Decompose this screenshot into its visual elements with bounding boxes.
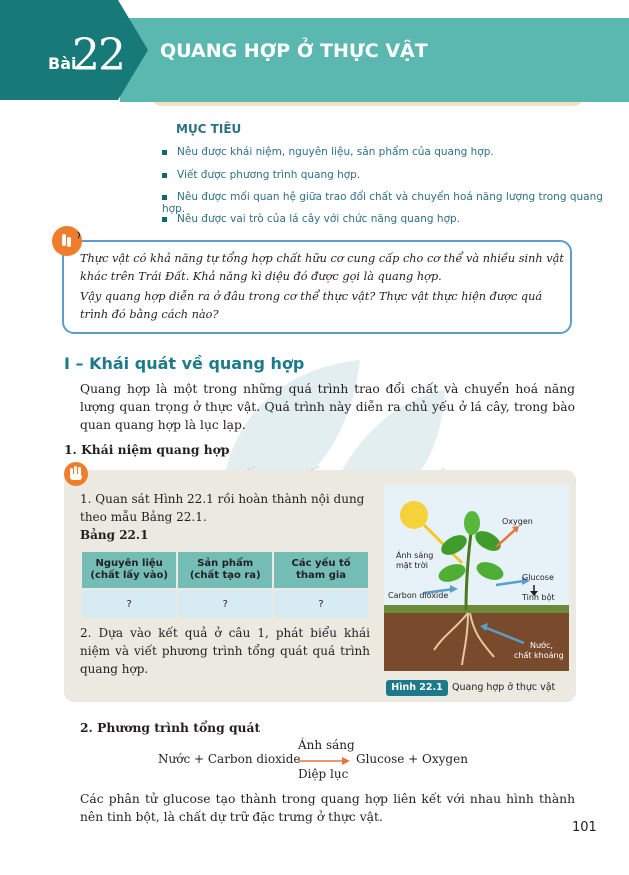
intro-paragraph: Thực vật có khả năng tự tổng hợp chất hữu cơ cung cấp cho cơ thể và nhiều sinh vật khác trên Trái Đất. Khả năng kì diệu đó được gọi là quang hợp. bbox=[80, 252, 564, 283]
section-heading: I – Khái quát về quang hợp bbox=[64, 354, 305, 373]
bullet-icon bbox=[162, 217, 167, 222]
photosynthesis-figure bbox=[384, 485, 569, 671]
objective-item: Nêu được mối quan hệ giữa trao đổi chất và chuyển hoá năng lượng trong quang hợp. bbox=[162, 191, 603, 215]
table-header-cell: Nguyên liệu (chất lấy vào) bbox=[82, 552, 176, 588]
label-water-2: chất khoáng bbox=[514, 651, 564, 660]
subsection-heading: 2. Phương trình tổng quát bbox=[80, 720, 261, 735]
table-header-cell: Các yếu tố tham gia bbox=[274, 552, 368, 588]
objective-item: Viết được phương trình quang hợp. bbox=[162, 169, 360, 181]
data-table bbox=[80, 550, 370, 620]
page-title: QUANG HỢP Ở THỰC VẬT bbox=[160, 40, 428, 62]
lesson-label: Bài bbox=[48, 54, 77, 73]
equation-condition-bottom: Diệp lục bbox=[298, 767, 349, 781]
table-cell: ? bbox=[178, 590, 272, 618]
label-sunlight-1: Ánh sáng bbox=[396, 551, 434, 560]
label-glucose: Glucose bbox=[522, 573, 554, 582]
equation-condition-top: Ánh sáng bbox=[298, 738, 355, 752]
page-number: 101 bbox=[572, 820, 597, 835]
speaking-hand-icon bbox=[52, 226, 82, 256]
label-water-1: Nước, bbox=[530, 641, 553, 650]
equation-reactants: Nước + Carbon dioxide bbox=[158, 752, 301, 766]
intro-text bbox=[80, 250, 568, 326]
label-sunlight-2: mặt trời bbox=[396, 561, 428, 570]
objectives-title: MỤC TIÊU bbox=[176, 122, 242, 136]
intro-paragraph: Vậy quang hợp diễn ra ở đâu trong cơ thể thực vật? Thực vật thực hiện được quá trình đó bằng cách nào? bbox=[80, 290, 543, 321]
closing-paragraph: Các phân tử glucose tạo thành trong quang hợp liên kết với nhau hình thành nên tinh bột, là chất dự trữ đặc trưng ở thực vật. bbox=[80, 792, 575, 824]
equation-arrow-icon bbox=[298, 757, 350, 765]
figure-caption: Quang hợp ở thực vật bbox=[452, 682, 556, 693]
hand-icon bbox=[64, 462, 88, 486]
table-title: Bảng 22.1 bbox=[80, 528, 149, 542]
question-2: 2. Dựa vào kết quả ở câu 1, phát biểu khái niệm và viết phương trình tổng quát quá trình quang hợp. bbox=[80, 626, 370, 676]
equation-products: Glucose + Oxygen bbox=[356, 752, 468, 766]
section-body: Quang hợp là một trong những quá trình trao đổi chất và chuyển hoá năng lượng quan trọng ở thực vật. Quá trình này diễn ra chủ yếu ở lá cây, trong bào quan quang hợp là lục lạp. bbox=[80, 382, 575, 432]
label-carbon-dioxide: Carbon dioxide bbox=[388, 591, 449, 600]
question-1: 1. Quan sát Hình 22.1 rồi hoàn thành nội dung theo mẫu Bảng 22.1. bbox=[80, 492, 365, 524]
label-starch: Tinh bột bbox=[522, 593, 555, 602]
objective-item: Nêu được khái niệm, nguyên liệu, sản phẩm của quang hợp. bbox=[162, 146, 494, 158]
table-header-cell: Sản phẩm (chất tạo ra) bbox=[178, 552, 272, 588]
table-header-row bbox=[82, 552, 368, 588]
label-oxygen: Oxygen bbox=[502, 517, 533, 526]
objective-item: Nêu được vai trò của lá cây với chức năng quang hợp. bbox=[162, 213, 460, 225]
table-cell: ? bbox=[274, 590, 368, 618]
bullet-icon bbox=[162, 150, 167, 155]
table-cell: ? bbox=[82, 590, 176, 618]
figure-number-badge: Hình 22.1 bbox=[386, 680, 448, 696]
bullet-icon bbox=[162, 195, 167, 200]
subsection-heading: 1. Khái niệm quang hợp bbox=[64, 442, 230, 457]
bullet-icon bbox=[162, 173, 167, 178]
table-row bbox=[82, 590, 368, 618]
lesson-number: 22 bbox=[72, 30, 124, 81]
